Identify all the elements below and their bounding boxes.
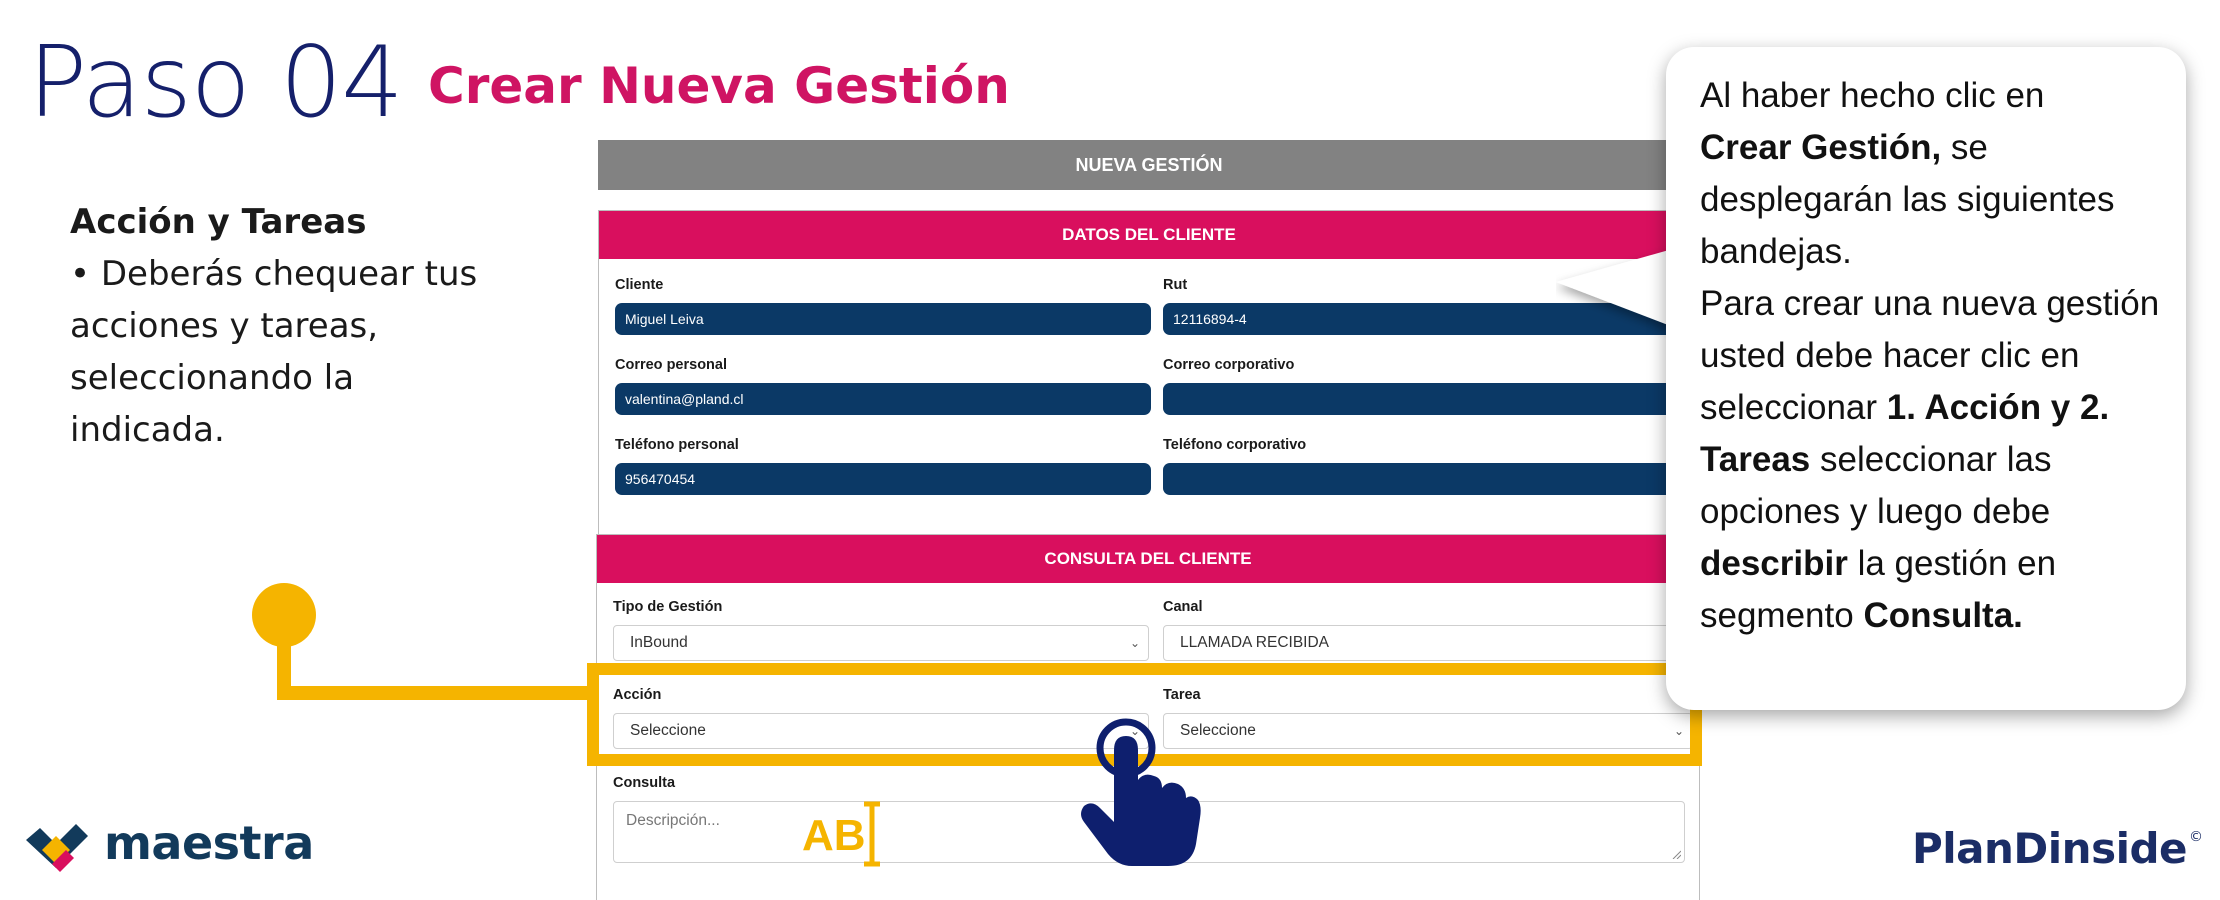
callout-text-part: se desplegarán las siguientes bandejas. <box>1700 128 2115 271</box>
canal-value: LLAMADA RECIBIDA <box>1180 634 1330 651</box>
instructions-line: indicada. <box>70 410 225 450</box>
callout-bold-accion-tareas: 1. Acción y 2. Tareas <box>1700 388 2110 479</box>
correo-personal-label: Correo personal <box>615 357 727 373</box>
tarea-label: Tarea <box>1163 687 1201 703</box>
callout-bold-crear-gestion: Crear Gestión, <box>1700 128 1942 167</box>
pointer-hand-icon <box>1078 718 1202 868</box>
plandinside-logo-text: PlanDinside <box>1912 824 2188 873</box>
rut-label: Rut <box>1163 277 1188 293</box>
correo-corporativo-label: Correo corporativo <box>1163 357 1295 373</box>
consulta-placeholder: Descripción... <box>626 812 720 829</box>
instructions-line: seleccionando la <box>70 358 355 398</box>
resize-handle-icon[interactable] <box>1671 849 1681 859</box>
correo-personal-field[interactable]: valentina@pland.cl <box>615 383 1151 415</box>
rut-field[interactable]: 12116894-4 <box>1163 303 1693 335</box>
form-title: NUEVA GESTIÓN <box>598 140 1700 190</box>
telefono-personal-field[interactable]: 956470454 <box>615 463 1151 495</box>
callout-text-part: la gestión en segmento <box>1700 544 2057 635</box>
highlight-connector-horizontal <box>277 686 589 700</box>
instructions-line: acciones y tareas, <box>70 306 379 346</box>
consulta-label: Consulta <box>613 775 676 791</box>
instructions-heading: Acción y Tareas <box>70 202 367 242</box>
instructions-line: • Deberás chequear tus <box>70 254 478 294</box>
maestra-logo: maestra <box>104 816 314 870</box>
cliente-field[interactable]: Miguel Leiva <box>615 303 1151 335</box>
plandinside-copyright-mark: © <box>2189 829 2203 845</box>
chevron-down-icon: ⌄ <box>1129 636 1140 650</box>
step-title: Crear Nueva Gestión <box>428 57 1010 115</box>
telefono-personal-label: Teléfono personal <box>615 437 739 453</box>
cliente-label: Cliente <box>615 277 664 293</box>
step-number: Paso 04 <box>28 26 403 140</box>
canal-field[interactable] <box>1163 625 1693 661</box>
chevron-down-icon: ⌄ <box>1129 724 1140 738</box>
accion-select[interactable] <box>613 713 1149 749</box>
tarea-value: Seleccione <box>1180 722 1256 739</box>
accion-label: Acción <box>613 687 662 703</box>
maestra-logo-icon <box>26 822 92 878</box>
tipo-gestion-select[interactable] <box>613 625 1149 661</box>
callout-text <box>1700 70 2170 642</box>
text-cursor-label: AB <box>802 811 866 860</box>
telefono-corporativo-label: Teléfono corporativo <box>1163 437 1307 453</box>
accion-value: Seleccione <box>630 722 706 739</box>
text-cursor-icon <box>802 800 886 870</box>
tarea-select[interactable] <box>1163 713 1693 749</box>
tipo-gestion-label: Tipo de Gestión <box>613 599 723 615</box>
plandinside-logo <box>1912 826 2203 872</box>
telefono-corporativo-field[interactable] <box>1163 463 1693 495</box>
canal-label: Canal <box>1163 599 1203 615</box>
client-data-header: DATOS DEL CLIENTE <box>599 211 1699 259</box>
callout-bold-describir: describir <box>1700 544 1848 583</box>
correo-corporativo-field[interactable] <box>1163 383 1693 415</box>
callout-text-part: Para crear una nueva gestión usted debe hacer clic en seleccionar <box>1700 284 2160 427</box>
callout-text-part: Al haber hecho clic en <box>1700 76 2045 115</box>
chevron-down-icon: ⌄ <box>1673 724 1684 738</box>
tipo-gestion-value: InBound <box>630 634 688 651</box>
client-consulta-header: CONSULTA DEL CLIENTE <box>597 535 1699 583</box>
callout-text-part: seleccionar las opciones y luego debe <box>1700 440 2052 531</box>
instructions <box>70 196 540 456</box>
callout-bold-consulta: Consulta. <box>1863 596 2023 635</box>
